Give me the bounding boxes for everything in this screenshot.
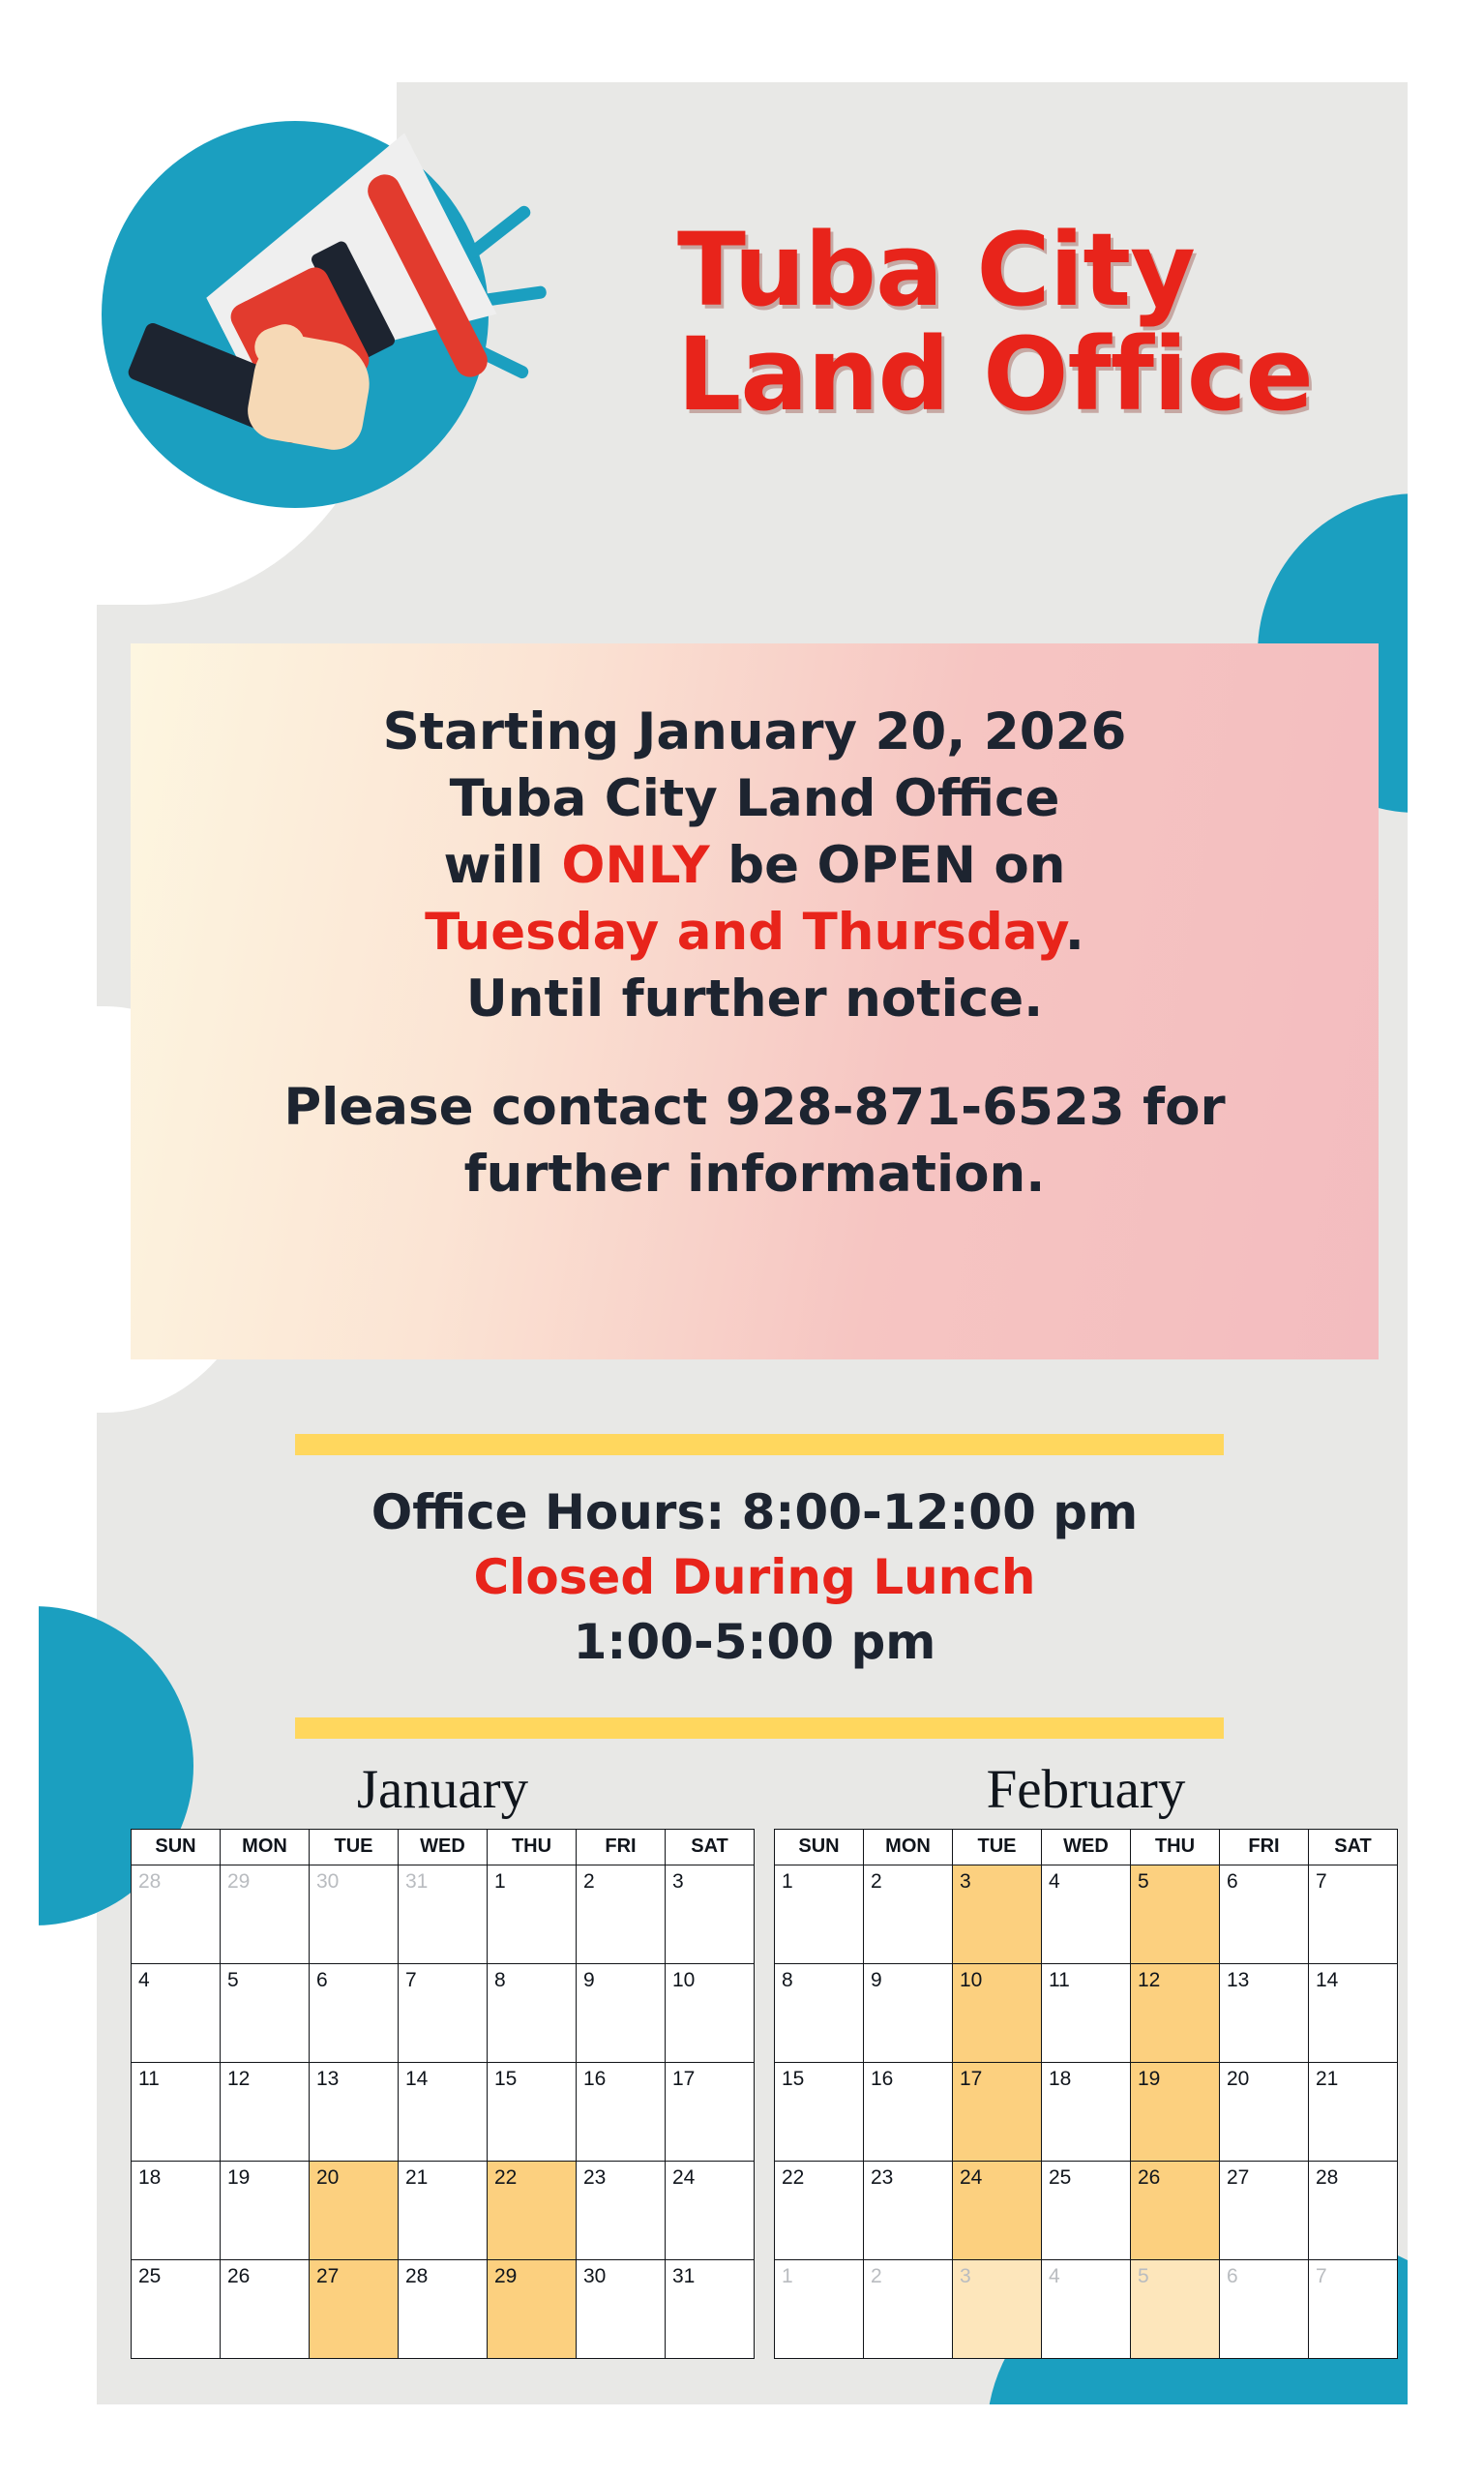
calendar-day-cell: 18	[1042, 2062, 1131, 2161]
weekday-header: MON	[864, 1829, 953, 1865]
calendar-day-cell: 4	[1042, 1865, 1131, 1963]
calendar-body-january	[132, 1865, 755, 2358]
calendar-day-cell: 23	[577, 2161, 666, 2259]
calendar-day-cell: 2	[864, 1865, 953, 1963]
announcement-line-3	[131, 833, 1379, 900]
calendar-week-row	[775, 2062, 1398, 2161]
announcement-line-4-post: .	[1064, 902, 1084, 962]
megaphone-icon	[102, 111, 508, 527]
calendar-day-cell: 22	[488, 2161, 577, 2259]
calendar-week-row	[775, 2259, 1398, 2358]
calendar-day-cell: 19	[1131, 2062, 1220, 2161]
announcement-line-4	[131, 900, 1379, 967]
calendar-day-cell: 9	[577, 1963, 666, 2062]
calendar-header-row	[132, 1829, 755, 1865]
hours-line-1: Office Hours: 8:00-12:00 pm	[371, 1484, 1139, 1540]
calendar-day-cell: 8	[488, 1963, 577, 2062]
calendar-day-cell: 14	[1309, 1963, 1398, 2062]
calendar-day-cell: 10	[666, 1963, 755, 2062]
calendar-day-cell: 2	[577, 1865, 666, 1963]
calendar-day-cell: 7	[399, 1963, 488, 2062]
calendar-day-cell: 21	[1309, 2062, 1398, 2161]
calendar-day-cell: 13	[1220, 1963, 1309, 2062]
calendar-day-cell: 4	[132, 1963, 221, 2062]
calendar-day-cell: 21	[399, 2161, 488, 2259]
calendar-day-cell: 4	[1042, 2259, 1131, 2358]
calendar-week-row	[132, 2259, 755, 2358]
hours-divider-top	[295, 1434, 1224, 1455]
hours-line-3: 1:00-5:00 pm	[573, 1614, 936, 1670]
calendar-day-cell: 18	[132, 2161, 221, 2259]
announcement-panel	[131, 643, 1379, 1359]
calendar-day-cell: 27	[310, 2259, 399, 2358]
calendar-day-cell: 23	[864, 2161, 953, 2259]
calendar-day-cell: 28	[1309, 2161, 1398, 2259]
calendar-day-cell: 17	[666, 2062, 755, 2161]
announcement-days-emphasis: Tuesday and Thursday	[425, 902, 1065, 962]
calendar-day-cell: 29	[488, 2259, 577, 2358]
announcement-text	[131, 700, 1379, 1209]
title-line-1: Tuba City	[677, 211, 1195, 329]
calendar-day-cell: 3	[953, 1865, 1042, 1963]
calendar-week-row	[132, 1865, 755, 1963]
page-margin-right	[1408, 29, 1451, 2448]
announcement-spacer	[131, 1032, 1379, 1075]
calendar-body-february	[775, 1865, 1398, 2358]
calendar-day-cell: 30	[577, 2259, 666, 2358]
calendar-day-cell: 12	[1131, 1963, 1220, 2062]
calendar-day-cell: 26	[221, 2259, 310, 2358]
weekday-header: FRI	[1220, 1829, 1309, 1865]
calendar-day-cell: 12	[221, 2062, 310, 2161]
weekday-header: WED	[399, 1829, 488, 1865]
announcement-line-3-post: be OPEN on	[709, 835, 1066, 895]
weekday-header: WED	[1042, 1829, 1131, 1865]
calendar-title-january: January	[356, 1759, 529, 1820]
calendar-day-cell: 13	[310, 2062, 399, 2161]
calendar-january	[131, 1761, 755, 2359]
calendar-week-row	[132, 2161, 755, 2259]
page-margin-bottom	[39, 2404, 1451, 2448]
calendar-day-cell: 16	[864, 2062, 953, 2161]
weekday-header: SAT	[1309, 1829, 1398, 1865]
calendars	[131, 1761, 1398, 2359]
calendar-week-row	[775, 1865, 1398, 1963]
calendar-day-cell: 24	[666, 2161, 755, 2259]
calendar-day-cell: 29	[221, 1865, 310, 1963]
calendar-day-cell: 20	[1220, 2062, 1309, 2161]
calendar-day-cell: 14	[399, 2062, 488, 2161]
calendar-day-cell: 20	[310, 2161, 399, 2259]
calendar-day-cell: 7	[1309, 2259, 1398, 2358]
weekday-header: SAT	[666, 1829, 755, 1865]
title-line-2: Land Office	[677, 315, 1313, 434]
hours-divider-bottom	[295, 1717, 1224, 1739]
calendar-day-cell: 5	[221, 1963, 310, 2062]
announcement-line-5: Until further notice.	[465, 969, 1044, 1029]
calendar-day-cell: 24	[953, 2161, 1042, 2259]
announcement-line-2: Tuba City Land Office	[449, 768, 1060, 828]
calendar-day-cell: 15	[488, 2062, 577, 2161]
calendar-week-row	[775, 2161, 1398, 2259]
weekday-header: SUN	[775, 1829, 864, 1865]
calendar-day-cell: 22	[775, 2161, 864, 2259]
page-title	[677, 211, 1412, 434]
calendar-day-cell: 28	[132, 1865, 221, 1963]
weekday-header: TUE	[310, 1829, 399, 1865]
weekday-header: MON	[221, 1829, 310, 1865]
weekday-header: THU	[488, 1829, 577, 1865]
calendar-day-cell: 11	[132, 2062, 221, 2161]
calendar-day-cell: 10	[953, 1963, 1042, 2062]
calendar-day-cell: 19	[221, 2161, 310, 2259]
calendar-day-cell: 6	[1220, 2259, 1309, 2358]
calendar-table-february	[774, 1829, 1398, 2359]
calendar-day-cell: 1	[775, 2259, 864, 2358]
announcement-line-3-pre: will	[443, 835, 562, 895]
calendar-day-cell: 31	[666, 2259, 755, 2358]
poster-flyer	[39, 29, 1451, 2448]
calendar-header-row	[775, 1829, 1398, 1865]
calendar-day-cell: 31	[399, 1865, 488, 1963]
calendar-table-january	[131, 1829, 755, 2359]
calendar-day-cell: 6	[1220, 1865, 1309, 1963]
calendar-day-cell: 28	[399, 2259, 488, 2358]
announcement-only-emphasis: ONLY	[561, 835, 710, 895]
calendar-week-row	[132, 2062, 755, 2161]
calendar-day-cell: 9	[864, 1963, 953, 2062]
calendar-week-row	[132, 1963, 755, 2062]
calendar-day-cell: 11	[1042, 1963, 1131, 2062]
calendar-day-cell: 1	[488, 1865, 577, 1963]
calendar-day-cell: 25	[1042, 2161, 1131, 2259]
calendar-day-cell: 16	[577, 2062, 666, 2161]
weekday-header: TUE	[953, 1829, 1042, 1865]
calendar-day-cell: 5	[1131, 1865, 1220, 1963]
calendar-day-cell: 26	[1131, 2161, 1220, 2259]
calendar-day-cell: 7	[1309, 1865, 1398, 1963]
weekday-header: THU	[1131, 1829, 1220, 1865]
calendar-day-cell: 3	[666, 1865, 755, 1963]
calendar-day-cell: 5	[1131, 2259, 1220, 2358]
calendar-day-cell: 1	[775, 1865, 864, 1963]
calendar-day-cell: 3	[953, 2259, 1042, 2358]
announcement-line-7: further information.	[463, 1145, 1046, 1205]
office-hours-block	[131, 1480, 1379, 1675]
calendar-day-cell: 2	[864, 2259, 953, 2358]
calendar-day-cell: 25	[132, 2259, 221, 2358]
calendar-week-row	[775, 1963, 1398, 2062]
calendar-february	[774, 1761, 1398, 2359]
calendar-day-cell: 8	[775, 1963, 864, 2062]
hours-line-2-closed-lunch: Closed During Lunch	[473, 1549, 1036, 1605]
calendar-day-cell: 27	[1220, 2161, 1309, 2259]
weekday-header: SUN	[132, 1829, 221, 1865]
calendar-day-cell: 30	[310, 1865, 399, 1963]
calendar-day-cell: 15	[775, 2062, 864, 2161]
calendar-day-cell: 17	[953, 2062, 1042, 2161]
announcement-line-1: Starting January 20, 2026	[382, 702, 1127, 761]
calendar-day-cell: 6	[310, 1963, 399, 2062]
announcement-line-6: Please contact 928-871-6523 for	[283, 1078, 1226, 1138]
calendar-title-february: February	[986, 1759, 1186, 1820]
weekday-header: FRI	[577, 1829, 666, 1865]
